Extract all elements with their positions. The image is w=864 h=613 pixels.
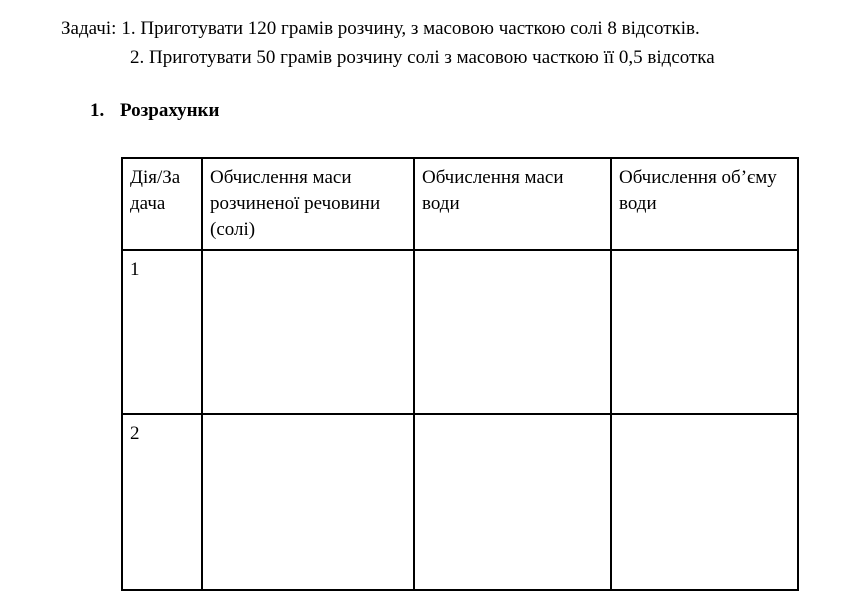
task-item-2: 2. Приготувати 50 грамів розчину солі з масовою часткою її 0,5 відсотка [130, 47, 715, 68]
header-solute-mass: Обчислення маси розчиненої речовини (солі) [202, 158, 414, 250]
section-number: 1. [90, 100, 105, 121]
table-header-row [122, 158, 798, 250]
table-cell-water-volume[interactable] [611, 250, 798, 414]
table-cell-water-mass[interactable] [414, 250, 611, 414]
table-cell-water-mass[interactable] [414, 414, 611, 590]
table-row [122, 414, 798, 590]
table-cell-water-volume[interactable] [611, 414, 798, 590]
tasks-block [61, 14, 715, 72]
row-label: 1 [122, 250, 202, 414]
table-row [122, 250, 798, 414]
calculation-table [121, 157, 799, 591]
tasks-prefix: Задачі: [61, 18, 117, 39]
header-action-task: Дія/За дача [122, 158, 202, 250]
section-title: Розрахунки [120, 100, 220, 121]
header-water-mass: Обчислення маси води [414, 158, 611, 250]
row-label: 2 [122, 414, 202, 590]
section-heading [90, 100, 219, 122]
task-line-1 [61, 14, 715, 43]
table-cell-solute-mass[interactable] [202, 250, 414, 414]
task-line-2 [61, 43, 715, 72]
task-item-1: 1. Приготувати 120 грамів розчину, з масовою часткою солі 8 відсотків. [121, 18, 700, 39]
header-water-volume: Обчислення об’єму води [611, 158, 798, 250]
table-cell-solute-mass[interactable] [202, 414, 414, 590]
